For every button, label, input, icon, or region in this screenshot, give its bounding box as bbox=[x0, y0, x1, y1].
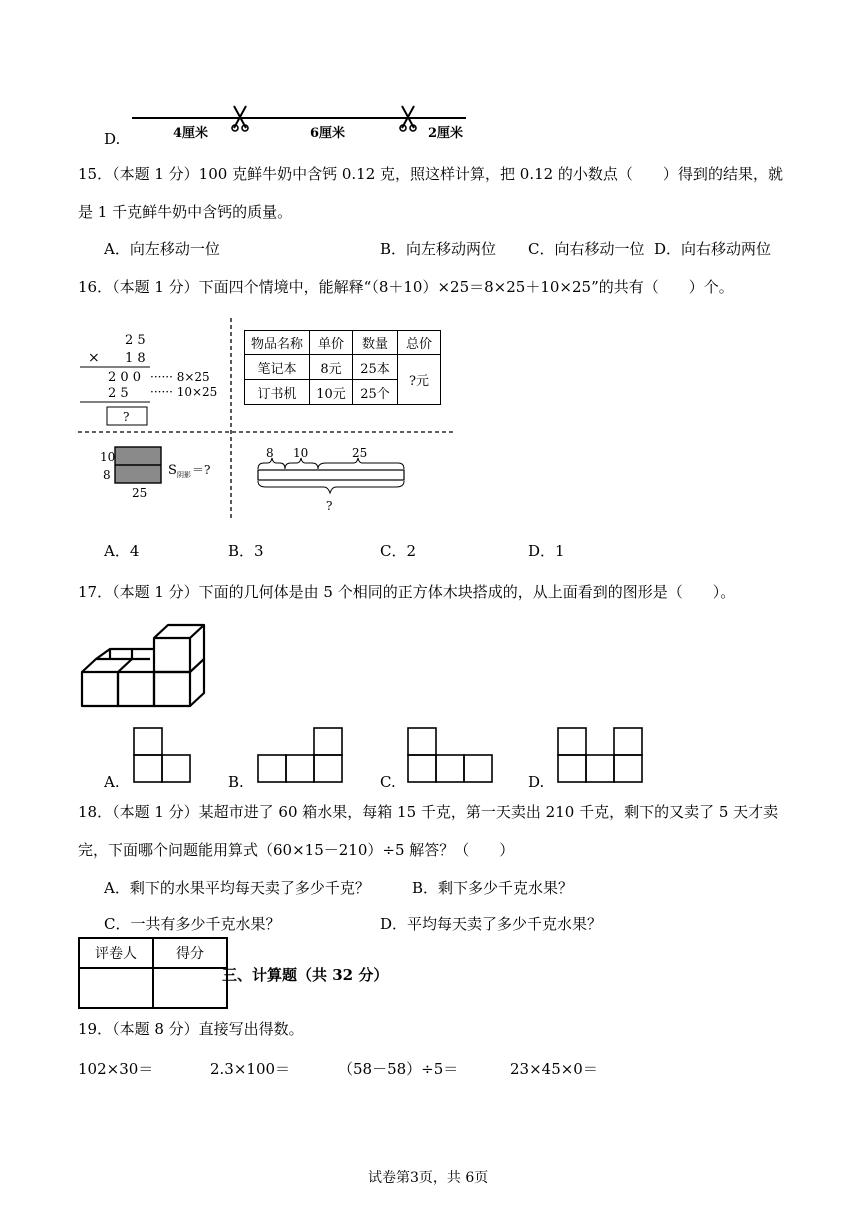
q19-item: （58－58）÷5＝ bbox=[338, 1060, 459, 1078]
segment-label-1: 4厘米 bbox=[173, 126, 209, 141]
rect-height-2: 8 bbox=[103, 468, 111, 482]
q17-option-c[interactable]: C. bbox=[380, 773, 396, 791]
calc-times-sign: × bbox=[88, 350, 100, 366]
q16-area-rectangle bbox=[98, 444, 228, 502]
q16-option-c[interactable]: C．2 bbox=[380, 542, 417, 560]
q17-option-b-figure[interactable] bbox=[256, 725, 346, 785]
table-cell-total: ?元 bbox=[398, 355, 441, 405]
q18-option-d[interactable]: D．平均每天卖了多少千克水果？ bbox=[380, 915, 603, 933]
q17-option-a[interactable]: A. bbox=[104, 773, 120, 791]
q18-option-c[interactable]: C．一共有多少千克水果？ bbox=[104, 915, 281, 933]
q16-price-table bbox=[244, 330, 441, 405]
segment-label-3: 2厘米 bbox=[428, 126, 464, 141]
calc-top-number: 2 5 bbox=[125, 333, 146, 348]
q18-option-b[interactable]: B．剩下多少千克水果？ bbox=[412, 879, 574, 897]
q16-brace-diagram bbox=[252, 443, 412, 515]
brace-label-8: 8 bbox=[266, 446, 274, 460]
score-cell[interactable] bbox=[153, 968, 227, 1008]
table-cell: 10元 bbox=[310, 380, 353, 405]
area-equals: ＝? bbox=[192, 463, 211, 477]
q17-option-a-figure[interactable] bbox=[132, 725, 194, 785]
calc-result-box: ? bbox=[123, 410, 130, 424]
q17-option-d-figure[interactable] bbox=[556, 725, 646, 785]
rect-width: 25 bbox=[132, 486, 148, 500]
q15-stem-line1: 15．（本题 1 分）100 克鲜牛奶中含钙 0.12 克，照这样计算，把 0.12 的小数点（ ）得到的结果，就 bbox=[78, 165, 783, 183]
q16-option-d[interactable]: D．1 bbox=[528, 542, 565, 560]
calc-multiplier: 1 8 bbox=[125, 351, 146, 366]
q15-option-c[interactable]: C．向右移动一位 bbox=[528, 240, 645, 258]
q17-option-c-figure[interactable] bbox=[406, 725, 496, 785]
q19-item: 2.3×100＝ bbox=[210, 1060, 291, 1078]
q17-option-d[interactable]: D. bbox=[528, 773, 545, 791]
brace-question: ? bbox=[326, 499, 333, 513]
calc-partial-2-note: ······ 10×25 bbox=[150, 385, 218, 399]
area-subscript: 阴影 bbox=[177, 471, 191, 479]
q15-option-b[interactable]: B．向左移动两位 bbox=[380, 240, 497, 258]
calc-partial-1-note: ······ 8×25 bbox=[150, 370, 210, 384]
q15-stem-line2: 是 1 千克鲜牛奶中含钙的质量。 bbox=[78, 203, 293, 221]
q17-cube-figure bbox=[78, 622, 210, 712]
q16-option-b[interactable]: B．3 bbox=[228, 542, 264, 560]
table-cell: 订书机 bbox=[245, 380, 310, 405]
score-header: 得分 bbox=[153, 938, 227, 968]
table-cell: 25个 bbox=[353, 380, 398, 405]
q16-vertical-multiplication bbox=[78, 330, 228, 428]
q17-option-b[interactable]: B. bbox=[228, 773, 244, 791]
brace-label-10: 10 bbox=[293, 446, 309, 460]
q15-option-d[interactable]: D．向右移动两位 bbox=[654, 240, 772, 258]
q19-item: 23×45×0＝ bbox=[510, 1060, 598, 1078]
segment-label-2: 6厘米 bbox=[310, 126, 346, 141]
q14-scissor-line-figure bbox=[128, 100, 473, 145]
table-header: 物品名称 bbox=[245, 331, 310, 355]
area-symbol: S bbox=[168, 463, 177, 478]
table-header: 单价 bbox=[310, 331, 353, 355]
table-header: 总价 bbox=[398, 331, 441, 355]
section-title: 三、计算题（共 32 分） bbox=[222, 966, 389, 984]
q14-option-d: D. bbox=[104, 130, 121, 148]
table-cell: 25本 bbox=[353, 355, 398, 380]
brace-label-25: 25 bbox=[352, 446, 368, 460]
q17-stem: 17．（本题 1 分）下面的几何体是由 5 个相同的正方体木块搭成的，从上面看到的图形是（ ）。 bbox=[78, 583, 736, 601]
q18-stem-line1: 18．（本题 1 分）某超市进了 60 箱水果，每箱 15 千克，第一天卖出 210 千克，剩下的又卖了 5 天才卖 bbox=[78, 803, 779, 821]
grader-header: 评卷人 bbox=[79, 938, 153, 968]
rect-height-1: 10 bbox=[100, 450, 116, 464]
calc-partial-2: 2 5 bbox=[108, 386, 129, 401]
grader-cell[interactable] bbox=[79, 968, 153, 1008]
q16-option-a[interactable]: A．4 bbox=[104, 542, 140, 560]
calc-partial-1: 2 0 0 bbox=[108, 370, 142, 385]
grader-table bbox=[78, 937, 228, 1009]
q18-stem-line2: 完，下面哪个问题能用算式（60×15－210）÷5 解答？（ ） bbox=[78, 841, 515, 859]
table-header: 数量 bbox=[353, 331, 398, 355]
q19-stem: 19．（本题 8 分）直接写出得数。 bbox=[78, 1020, 304, 1038]
q16-stem: 16．（本题 1 分）下面四个情境中，能解释“（8＋10）×25＝8×25＋10×25”的共有（ ）个。 bbox=[78, 278, 734, 296]
table-cell: 8元 bbox=[310, 355, 353, 380]
q19-item: 102×30＝ bbox=[78, 1060, 154, 1078]
q18-option-a[interactable]: A．剩下的水果平均每天卖了多少千克？ bbox=[104, 879, 370, 897]
table-cell: 笔记本 bbox=[245, 355, 310, 380]
q15-option-a[interactable]: A．向左移动一位 bbox=[104, 240, 220, 258]
page-footer: 试卷第3页，共 6页 bbox=[368, 1170, 489, 1186]
